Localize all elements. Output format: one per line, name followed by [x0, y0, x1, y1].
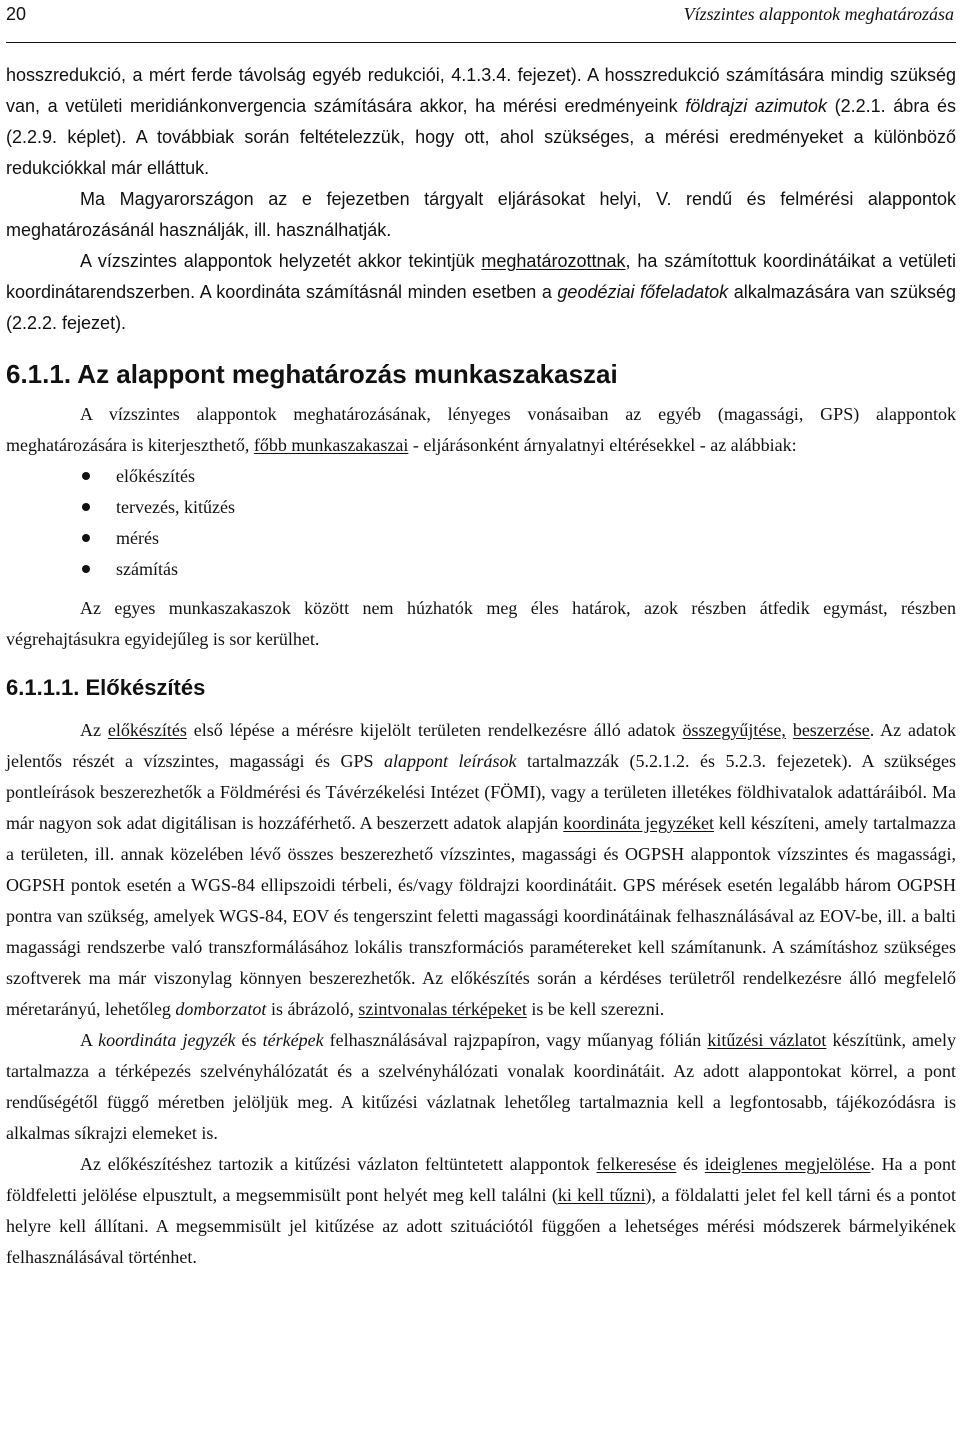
italic-term: geodéziai főfeladatok [557, 282, 729, 302]
underlined-term: kitűzési vázlatot [707, 1030, 827, 1050]
text-run: Az [80, 720, 108, 740]
underlined-term: előkészítés [107, 720, 187, 740]
underlined-term: koordináta jegyzéket [563, 813, 715, 833]
text-run: (2.2.1. ábra és (2.2.9. képlet). A továbbiak során feltételezzük, hogy ott, ahol szükséges, a mérési eredményeket a különböző redukciókkal már elláttuk. [6, 96, 956, 178]
subsection-paragraph-3 [6, 1149, 956, 1273]
italic-term: koordináta jegyzék [98, 1030, 236, 1050]
underlined-term: összegyűjtése, [682, 720, 786, 740]
underlined-term: meghatározottnak [481, 251, 626, 271]
text-run: hosszredukció, a mért ferde távolság egyéb redukciói, 4.1.3.4. fejezet). A hosszredukció számítására mindig szükség van, a vetületi meridiánkonvergencia számítására akkor, ha mérési eredményeink [6, 65, 956, 116]
list-item: előkészítés [6, 461, 956, 492]
italic-term: földrajzi azimutok [685, 96, 827, 116]
text-run: - eljárásonként árnyalatnyi eltérésekkel - az alábbiak: [408, 435, 797, 455]
list-item: mérés [6, 523, 956, 554]
text-run [786, 720, 793, 740]
text-run: . Ha a pont földfeletti jelölése elpusztult, a megsemmisült pont helyét meg kell találni ( [6, 1154, 956, 1205]
text-run: ), a földalatti jelet fel kell tárni és a pontot helyre kell állítani. A megsemmisült jel kitűzése az adott szituációtól függően a lehetséges mérési módszerek bármelyikének felhasználásával történhet. [6, 1185, 957, 1267]
italic-term: domborzatot [175, 999, 267, 1019]
list-item: számítás [6, 554, 956, 585]
text-run: A vízszintes alappontok meghatározásának, lényeges vonásaiban az egyéb (magassági, GPS) alappontok meghatározására is kiterjeszthető, [6, 404, 956, 455]
section-paragraph-2: Az egyes munkaszakaszok között nem húzhatók meg éles határok, azok részben átfedik egymást, részben végrehajtásukra egyidejűleg is sor kerülhet. [6, 598, 956, 649]
text-run: alkalmazására van szükség (2.2.2. fejezet). [6, 282, 956, 333]
underlined-term: szintvonalas térképeket [358, 999, 527, 1019]
text-run: és [676, 1154, 705, 1174]
text-run: kell készíteni, amely tartalmazza a területen, ill. annak közelében lévő összes beszerezhető vízszintes, magassági és OGPSH alappontok vízszintes és magassági, OGPSH pontok esetén a WGS-84 ellipszoidi térbeli, és/vagy földrajzi koordinátáit. GPS mérések esetén legalább három OGPSH pontra van szükség, amelyek WGS-84, EOV és tengerszint feletti magassági koordinátáinak felhasználásával az EOV-be, ill. a balti magassági rendszerbe való transzformálásához lokális transzformációs paramétereket kell számítanunk. A számításhoz szükséges szoftverek ma már viszonylag könnyen beszerezhetők. Az előkészítés során a kérdéses területről rendelkezésre álló megfelelő méretarányú, lehetőleg [6, 813, 957, 1019]
italic-term: térképek [262, 1030, 324, 1050]
subsection-paragraph-2 [6, 1025, 956, 1149]
page-content [6, 60, 956, 1273]
italic-term: alappont leírások [384, 751, 517, 771]
text-run: Az előkészítéshez tartozik a kitűzési vázlaton feltüntetett alappontok [80, 1154, 597, 1174]
underlined-term: felkeresése [596, 1154, 677, 1174]
text-run: felhasználásával rajzpapíron, vagy műanyag fólián [323, 1030, 708, 1050]
subsection-heading: 6.1.1.1. Előkészítés [6, 675, 206, 700]
underlined-term: főbb munkaszakaszai [253, 435, 409, 455]
intro-paragraph-3 [6, 246, 956, 339]
work-phase-list [6, 461, 956, 585]
text-run: első lépése a mérésre kijelölt területen rendelkezésre álló adatok [186, 720, 683, 740]
page-number: 20 [6, 4, 27, 24]
text-run: is ábrázoló, [266, 999, 359, 1019]
underlined-term: ki kell tűzni [557, 1185, 646, 1205]
page-header [6, 0, 956, 43]
text-run: A vízszintes alappontok helyzetét akkor tekintjük [80, 251, 482, 271]
list-item: tervezés, kitűzés [6, 492, 956, 523]
section-heading: 6.1.1. Az alappont meghatározás munkaszakaszai [6, 359, 618, 389]
section-paragraph-1 [6, 399, 956, 461]
text-run: készítünk, amely tartalmazza a térképezés szelvényhálózatát és a szelvényhálózati vonalak koordinátáit. Az adott alappontokat körrel, a pont rendűségétől függő méretben jelöljük meg. A kitűzési vázlatnak lehetőleg tartalmaznia kell a legfontosabb, tájékozódásra is alkalmas síkrajzi elemeket is. [6, 1030, 957, 1143]
text-run: tartalmazzák (5.2.1.2. és 5.2.3. fejezetek). A szükséges pontleírások beszerezhetők a Földmérési és Távérzékelési Intézet (FÖMI), vagy a területen illetékes földhivatalok adattáráiból. Ma már nagyon sok adat digitálisan is hozzáférhető. A beszerzett adatok alapján [6, 751, 957, 833]
underlined-term: ideiglenes megjelölése [704, 1154, 871, 1174]
text-run: . Az adatok jelentős részét a vízszintes, magassági és GPS [6, 720, 956, 771]
underlined-term: beszerzése [792, 720, 870, 740]
subsection-paragraph-1 [6, 715, 956, 1025]
running-title: Vízszintes alappontok meghatározása [683, 4, 954, 24]
intro-paragraph-2: Ma Magyarországon az e fejezetben tárgyalt eljárásokat helyi, V. rendű és felmérési alappontok meghatározásánál használják, ill. használhatják. [6, 189, 956, 240]
text-run: , ha számítottuk koordinátáikat a vetületi koordinátarendszerben. A koordináta számításnál minden esetben a [6, 251, 956, 302]
text-run: is be kell szerezni. [526, 999, 665, 1019]
text-run: A [80, 1030, 99, 1050]
text-run: és [235, 1030, 263, 1050]
intro-paragraph-1 [6, 60, 956, 184]
